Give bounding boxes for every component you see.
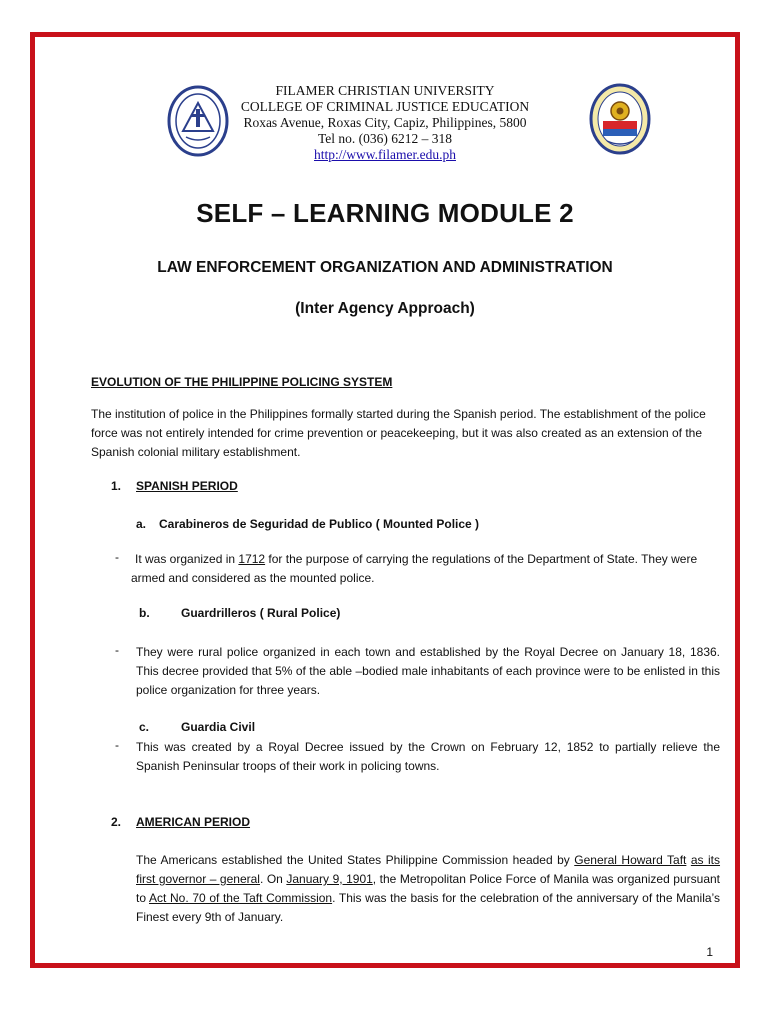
page-border — [30, 32, 740, 968]
item-b-label: b. — [139, 606, 150, 620]
item-c-text: This was created by a Royal Decree issued by the Crown on February 12, 1852 to partially relieve the Spanish Peninsular troops of their work in policing towns. — [136, 740, 720, 773]
general-howard-taft: General Howard Taft — [574, 853, 687, 867]
spanish-period-heading: SPANISH PERIOD — [136, 479, 238, 493]
american-number: 2. — [111, 815, 122, 829]
bullet-dash: - — [115, 738, 119, 752]
module-subtitle: LAW ENFORCEMENT ORGANIZATION AND ADMINISTRATION — [157, 259, 613, 276]
item-b-title: Guardrilleros ( Rural Police) — [181, 606, 341, 620]
college-name: COLLEGE OF CRIMINAL JUSTICE EDUCATION — [240, 99, 530, 114]
section-heading: EVOLUTION OF THE PHILIPPINE POLICING SYSTEM — [91, 375, 393, 389]
item-a-title: Carabineros de Seguridad de Publico ( Mounted Police ) — [159, 517, 480, 531]
act-no-70: Act No. 70 of the Taft Commission — [149, 891, 333, 905]
intro-paragraph: The institution of police in the Philippines formally started during the Spanish period. The establishment of the police force was not entirely intended for crime prevention or peacekeeping, but it was also created as an extension of the Spanish colonial military establishment. — [91, 407, 706, 459]
bullet-dash: - — [115, 550, 119, 564]
module-title: SELF – LEARNING MODULE 2 — [196, 198, 574, 228]
page-number: 1 — [706, 945, 713, 959]
letterhead — [35, 83, 735, 163]
item-a-label: a. — [136, 517, 147, 531]
website-link[interactable]: http://www.filamer.edu.ph — [314, 147, 456, 162]
bullet-dash: - — [115, 643, 119, 657]
spanish-number: 1. — [111, 479, 122, 493]
university-name: FILAMER CHRISTIAN UNIVERSITY — [275, 83, 495, 98]
telephone: Tel no. (036) 6212 – 318 — [317, 131, 453, 146]
date-january-9-1901: January 9, 1901 — [286, 872, 373, 886]
year-1712: 1712 — [238, 552, 266, 566]
item-c-title: Guardia Civil — [181, 720, 256, 734]
american-period-heading: AMERICAN PERIOD — [136, 815, 251, 829]
item-b-text: They were rural police organized in each town and established by the Royal Decree on January 18, 1836. This decree provided that 5% of the able –bodied male inhabitants of each province were to be enlisted in this police organization for three years. — [136, 645, 720, 697]
american-paragraph: The Americans established the United States Philippine Commission headed by General Howard Taft as its first governor – general. On January 9, 1901, the Metropolitan Police Force of Manila was organized pursuant to Act No. 70 of the Taft Commission. This was the basis for the celebration of the anniversary of the Manila’s Finest every 9th of January. — [136, 853, 721, 924]
address: Roxas Avenue, Roxas City, Capiz, Philippines, 5800 — [243, 115, 527, 130]
item-c-label: c. — [139, 720, 150, 734]
approach-subtitle: (Inter Agency Approach) — [295, 300, 475, 317]
item-a-text: It was organized in 1712 for the purpose of carrying the regulations of the Department of State. They were armed and considered as the mounted police. — [131, 552, 698, 585]
first-governor-general: as its first governor – general — [136, 853, 721, 886]
